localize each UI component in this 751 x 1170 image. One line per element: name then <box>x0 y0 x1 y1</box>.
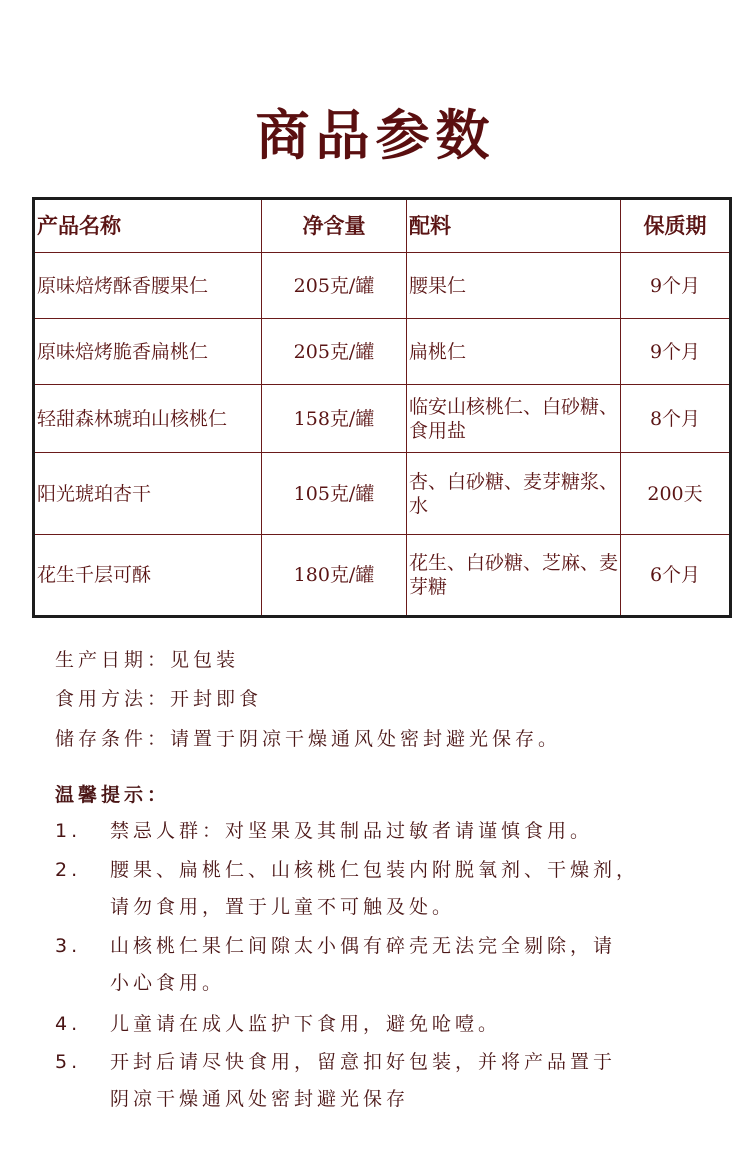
storage-conditions: 储存条件：请置于阴凉干燥通风处密封避光保存。 <box>55 728 562 750</box>
product-parameters-table <box>32 197 732 618</box>
tip-text: 腰果、扁桃仁、山核桃仁包装内附脱氧剂、干燥剂， <box>110 859 640 881</box>
tip-item <box>55 1049 715 1112</box>
table-row <box>34 253 731 319</box>
table-row <box>34 535 731 617</box>
shelf-life: 6个月 <box>621 535 731 617</box>
ingredients: 杏、白砂糖、麦芽糖浆、水 <box>407 453 621 535</box>
tip-number: 4. <box>55 1013 82 1035</box>
header-ingredients: 配料 <box>407 199 621 253</box>
tip-item <box>55 857 715 920</box>
usage-method: 食用方法：开封即食 <box>55 688 263 710</box>
table-header-row <box>34 199 731 253</box>
ingredients: 腰果仁 <box>407 253 621 319</box>
tip-text: 禁忌人群：对坚果及其制品过敏者请谨慎食用。 <box>110 820 594 842</box>
tips-title: 温馨提示： <box>55 784 171 806</box>
ingredients: 临安山核桃仁、白砂糖、食用盐 <box>407 385 621 453</box>
product-name: 花生千层可酥 <box>34 535 262 617</box>
product-name: 阳光琥珀杏干 <box>34 453 262 535</box>
product-name: 原味焙烤脆香扁桃仁 <box>34 319 262 385</box>
tip-item <box>55 818 715 844</box>
net-weight: 205克/罐 <box>262 253 407 319</box>
header-shelf-life: 保质期 <box>621 199 731 253</box>
product-name: 轻甜森林琥珀山核桃仁 <box>34 385 262 453</box>
tip-number: 5. <box>55 1051 82 1073</box>
tip-item <box>55 1011 715 1037</box>
shelf-life: 8个月 <box>621 385 731 453</box>
tip-number: 2. <box>55 859 82 881</box>
net-weight: 105克/罐 <box>262 453 407 535</box>
table-row <box>34 453 731 535</box>
production-date: 生产日期：见包装 <box>55 649 240 671</box>
table-row <box>34 385 731 453</box>
product-name: 原味焙烤酥香腰果仁 <box>34 253 262 319</box>
net-weight: 158克/罐 <box>262 385 407 453</box>
table-row <box>34 319 731 385</box>
tip-text: 儿童请在成人监护下食用，避免呛噎。 <box>110 1013 502 1035</box>
tip-text: 阴凉干燥通风处密封避光保存 <box>110 1088 410 1110</box>
ingredients: 扁桃仁 <box>407 319 621 385</box>
tip-item <box>55 933 715 996</box>
header-product-name: 产品名称 <box>34 199 262 253</box>
tip-text: 小心食用。 <box>110 972 226 994</box>
net-weight: 205克/罐 <box>262 319 407 385</box>
shelf-life: 200天 <box>621 453 731 535</box>
ingredients: 花生、白砂糖、芝麻、麦芽糖 <box>407 535 621 617</box>
tip-number: 3. <box>55 935 82 957</box>
tip-text: 开封后请尽快食用，留意扣好包装，并将产品置于 <box>110 1051 617 1073</box>
shelf-life: 9个月 <box>621 319 731 385</box>
header-net-weight: 净含量 <box>262 199 407 253</box>
tip-number: 1. <box>55 820 82 842</box>
tip-text: 山核桃仁果仁间隙太小偶有碎壳无法完全剔除，请 <box>110 935 617 957</box>
tip-text: 请勿食用，置于儿童不可触及处。 <box>110 896 456 918</box>
net-weight: 180克/罐 <box>262 535 407 617</box>
page-title: 商品参数 <box>255 103 496 167</box>
shelf-life: 9个月 <box>621 253 731 319</box>
